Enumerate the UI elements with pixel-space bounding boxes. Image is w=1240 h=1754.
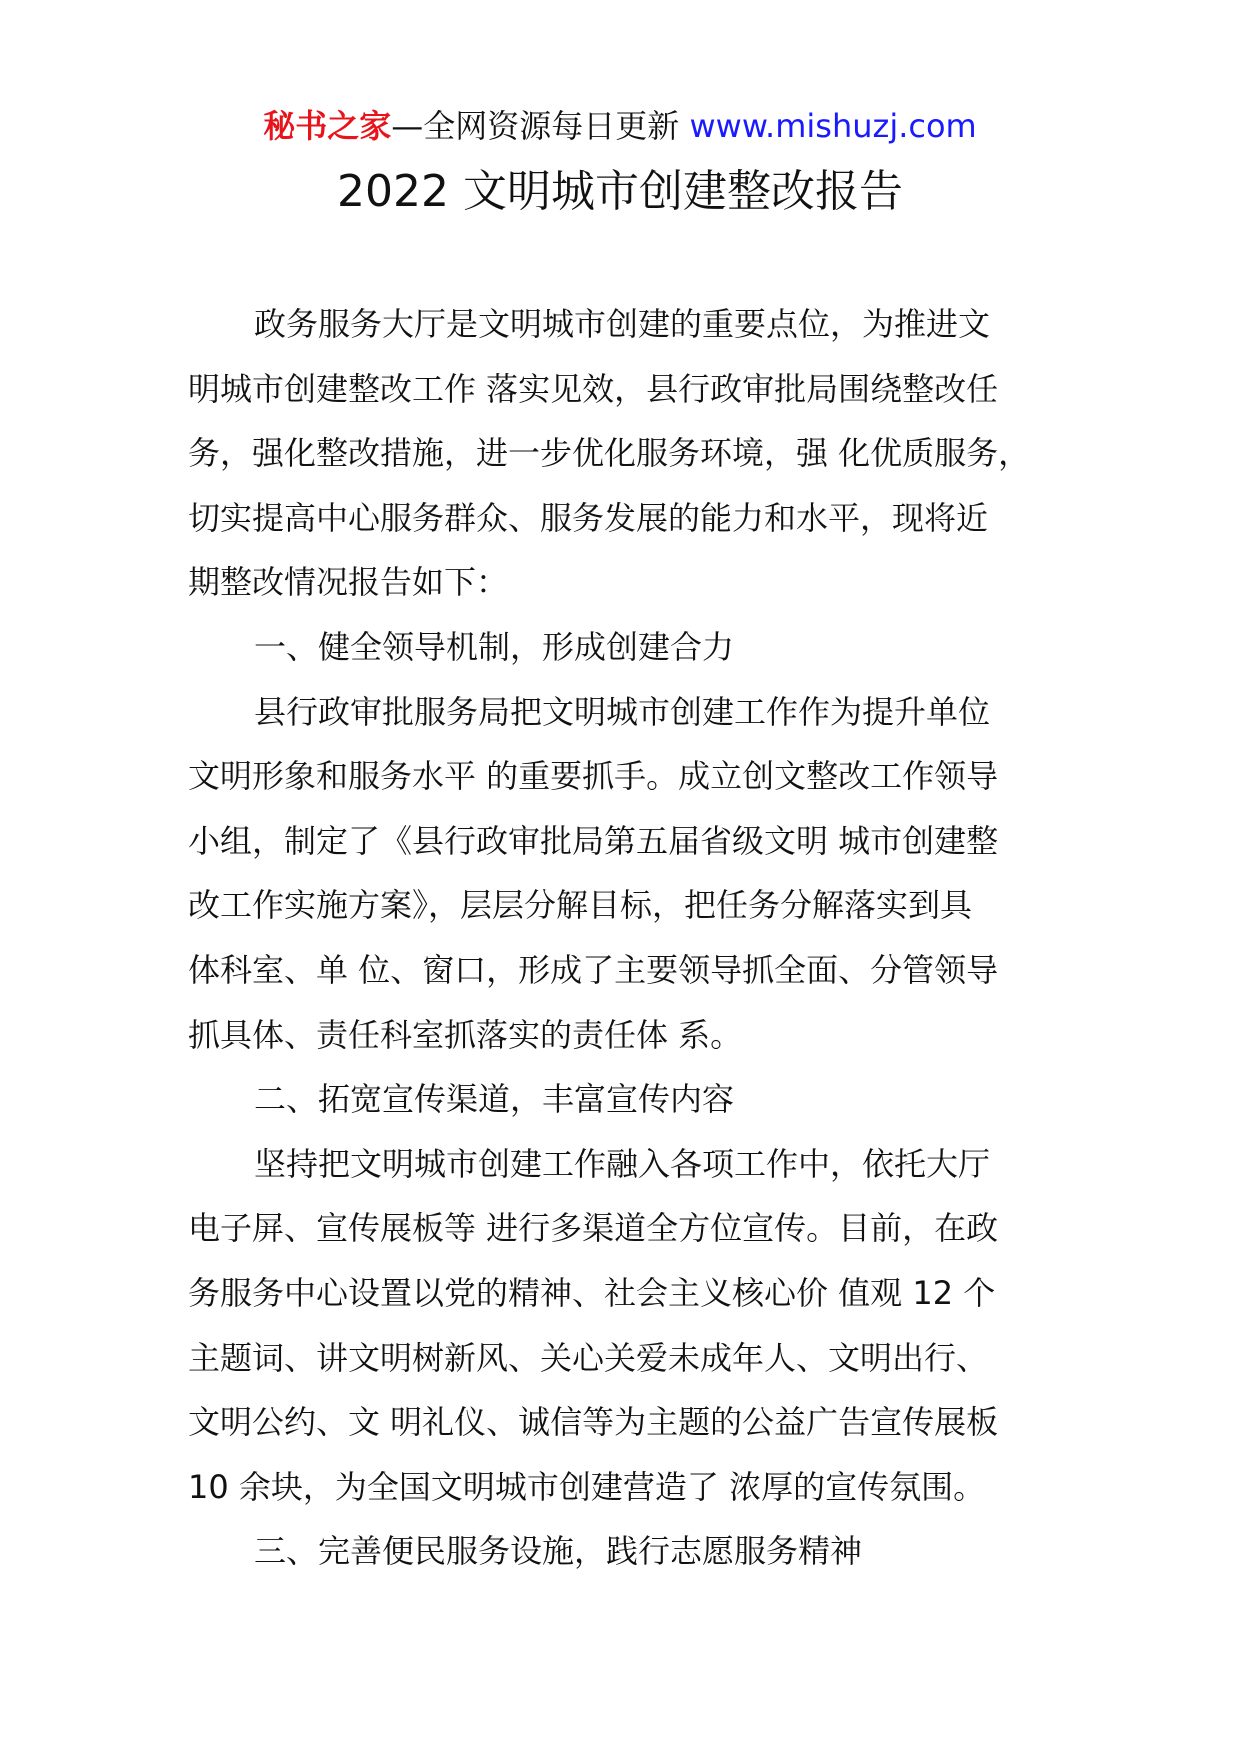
body-line: 小组，制定了《县行政审批局第五届省级文明 城市创建整 (188, 821, 999, 860)
body-line: 政务服务大厅是文明城市创建的重要点位，为推进文 (254, 305, 991, 343)
section-heading: 二、拓宽宣传渠道，丰富宣传内容 (254, 1080, 735, 1119)
body-line: 务，强化整改措施，进一步优化服务环境，强 化优质服务， (188, 434, 1031, 473)
site-url-link[interactable]: www.mishuzj.com (689, 107, 977, 145)
header-tagline: —全网资源每日更新 (391, 107, 690, 145)
document-body (188, 292, 1068, 1584)
body-line: 县行政审批服务局把文明城市创建工作作为提升单位 (254, 692, 991, 731)
body-line: 改工作实施方案》，层层分解目标，把任务分解落实到具 (188, 886, 973, 925)
document-title: 2022 文明城市创建整改报告 (337, 166, 903, 217)
body-line: 期整改情况报告如下： (188, 563, 509, 602)
site-header (0, 104, 1240, 148)
section-heading: 一、健全领导机制，形成创建合力 (254, 627, 735, 666)
body-line: 坚持把文明城市创建工作融入各项工作中，依托大厅 (254, 1144, 991, 1183)
body-line: 体科室、单 位、窗口，形成了主要领导抓全面、分管领导 (188, 950, 999, 989)
body-line: 主题词、讲文明树新风、关心关爱未成年人、文明出行、 (188, 1338, 989, 1377)
section-heading: 三、完善便民服务设施，践行志愿服务精神 (254, 1532, 863, 1571)
body-line: 抓具体、责任科室抓落实的责任体 系。 (188, 1015, 743, 1054)
body-line: 切实提高中心服务群众、服务发展的能力和水平，现将近 (188, 498, 989, 537)
body-line: 10 余块，为全国文明城市创建营造了 浓厚的宣传氛围。 (188, 1467, 986, 1506)
body-line: 明城市创建整改工作 落实见效，县行政审批局围绕整改任 (188, 369, 999, 408)
body-line: 电子屏、宣传展板等 进行多渠道全方位宣传。目前，在政 (188, 1209, 999, 1248)
body-line: 文明形象和服务水平 的重要抓手。成立创文整改工作领导 (188, 757, 999, 796)
brand-name: 秘书之家 (263, 107, 392, 145)
body-line: 文明公约、文 明礼仪、诚信等为主题的公益广告宣传展板 (188, 1403, 999, 1442)
body-line: 务服务中心设置以党的精神、社会主义核心价 值观 12 个 (188, 1273, 996, 1312)
